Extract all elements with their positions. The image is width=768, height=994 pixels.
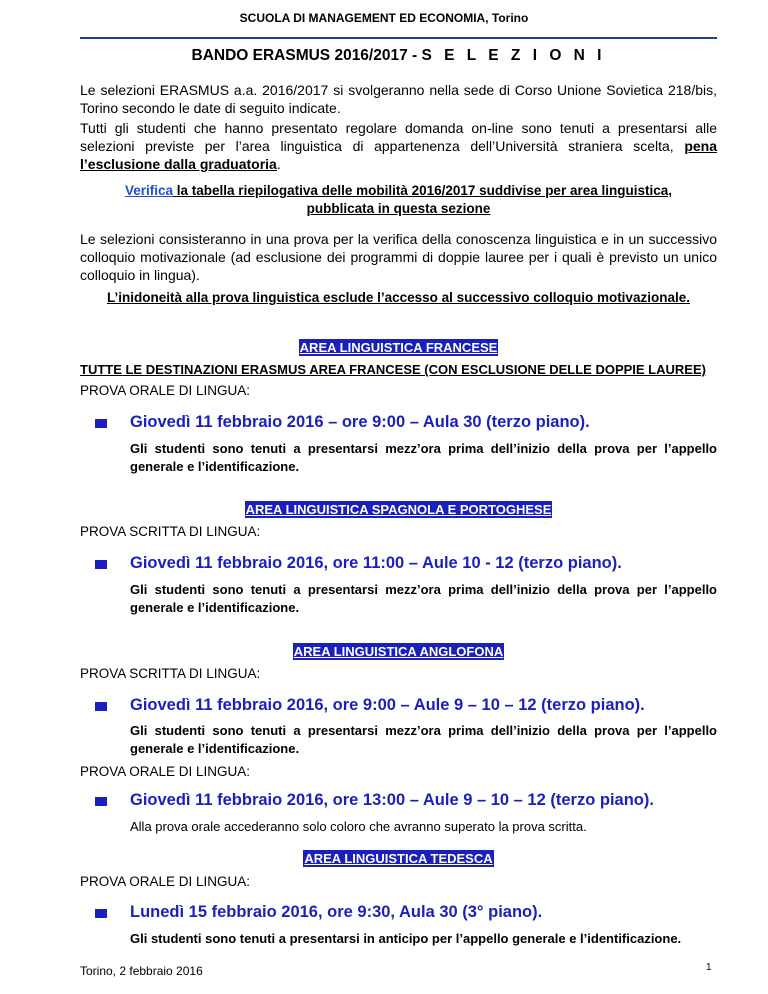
francese-subtitle: TUTTE LE DESTINAZIONI ERASMUS AREA FRANCESE (CON ESCLUSIONE DELLE DOPPIE LAUREE): [80, 362, 706, 377]
intro-p2-start: Tutti gli studenti che hanno presentato regolare domanda on-line sono tenuti a presentarsi alle selezioni previste per l’area linguistica di appartenenza dell’Università straniera scelta,: [80, 120, 717, 154]
footer-date: Torino, 2 febbraio 2016: [80, 964, 203, 978]
area-heading-tedesca-label: AREA LINGUISTICA TEDESCA: [304, 851, 493, 866]
francese-note: Gli studenti sono tenuti a presentarsi mezz’ora prima dell’inizio della prova per l’appello generale e l’identificazione.: [130, 441, 717, 474]
bullet-icon: [95, 797, 107, 806]
anglofona-orale-schedule: Giovedì 11 febbraio 2016, ore 13:00 – Aule 9 – 10 – 12 (terzo piano).: [130, 791, 654, 809]
bullet-icon: [95, 419, 107, 428]
tedesca-schedule: Lunedì 15 febbraio 2016, ore 9:30, Aula 30 (3° piano).: [130, 903, 543, 921]
verify-text: la tabella riepilogativa delle mobilità 2016/2017 suddivise per area linguistica,: [173, 183, 672, 198]
anglofona-prova-scritta-label: PROVA SCRITTA DI LINGUA:: [80, 666, 261, 681]
area-heading-francese-label: AREA LINGUISTICA FRANCESE: [299, 340, 498, 355]
francese-prova-label: PROVA ORALE DI LINGUA:: [80, 383, 251, 398]
anglofona-scritta-note: Gli studenti sono tenuti a presentarsi mezz’ora prima dell’inizio della prova per l’appello generale e l’identificazione.: [130, 723, 717, 756]
anglofona-prova-orale-label: PROVA ORALE DI LINGUA:: [80, 764, 251, 779]
francese-schedule: Giovedì 11 febbraio 2016 – ore 9:00 – Aula 30 (terzo piano).: [130, 413, 590, 431]
bullet-icon: [95, 702, 107, 711]
area-heading-anglofona-label: AREA LINGUISTICA ANGLOFONA: [293, 644, 504, 659]
tedesca-prova-label: PROVA ORALE DI LINGUA:: [80, 874, 251, 889]
area-heading-tedesca: [80, 851, 717, 866]
verify-notice: [80, 182, 717, 218]
area-heading-anglofona: [80, 644, 717, 659]
tedesca-note: Gli studenti sono tenuti a presentarsi in anticipo per l’appello generale e l’identificazione.: [130, 931, 682, 946]
selection-paragraph: Le selezioni consisteranno in una prova per la verifica della conoscenza linguistica e in un successivo colloquio motivazionale (ad esclusione dei programmi di doppie lauree per i quali è previsto un unico colloquio in lingua).: [80, 231, 717, 283]
area-heading-spagnola-label: AREA LINGUISTICA SPAGNOLA E PORTOGHESE: [245, 502, 552, 517]
spagnola-prova-label: PROVA SCRITTA DI LINGUA:: [80, 524, 261, 539]
spagnola-schedule: Giovedì 11 febbraio 2016, ore 11:00 – Aule 10 - 12 (terzo piano).: [130, 554, 622, 572]
bullet-icon: [95, 909, 107, 918]
page-header: SCUOLA DI MANAGEMENT ED ECONOMIA, Torino: [239, 11, 529, 25]
anglofona-orale-note: Alla prova orale accederanno solo coloro che avranno superato la prova scritta.: [130, 819, 587, 834]
intro-paragraph-1: Le selezioni ERASMUS a.a. 2016/2017 si svolgeranno nella sede di Corso Unione Sovietica 218/bis, Torino secondo le date di seguito indicate.: [80, 82, 717, 116]
verify-link[interactable]: Verifica: [124, 183, 174, 198]
header-rule: [80, 37, 717, 39]
verify-text-line2: pubblicata in questa sezione: [306, 201, 491, 216]
intro-p2-emphasis: pena l’esclusione dalla graduatoria: [80, 138, 717, 172]
spagnola-note: Gli studenti sono tenuti a presentarsi mezz’ora prima dell’inizio della prova per l’appello generale e l’identificazione.: [130, 582, 717, 615]
area-heading-spagnola: [80, 502, 717, 517]
intro-p2-end: .: [276, 156, 281, 172]
title-main: BANDO ERASMUS 2016/2017 -: [191, 47, 422, 64]
title-spaced: S E L E Z I O N I: [421, 47, 606, 64]
anglofona-scritta-schedule: Giovedì 11 febbraio 2016, ore 9:00 – Aule 9 – 10 – 12 (terzo piano).: [130, 696, 645, 714]
bullet-icon: [95, 560, 107, 569]
intro-paragraph-2: [80, 119, 717, 173]
area-heading-francese: [80, 340, 717, 355]
warning-notice: L’inidoneità alla prova linguistica esclude l’accesso al successivo colloquio motivazionale.: [107, 290, 690, 305]
document-title: [80, 47, 717, 65]
page-number: 1: [706, 962, 712, 973]
